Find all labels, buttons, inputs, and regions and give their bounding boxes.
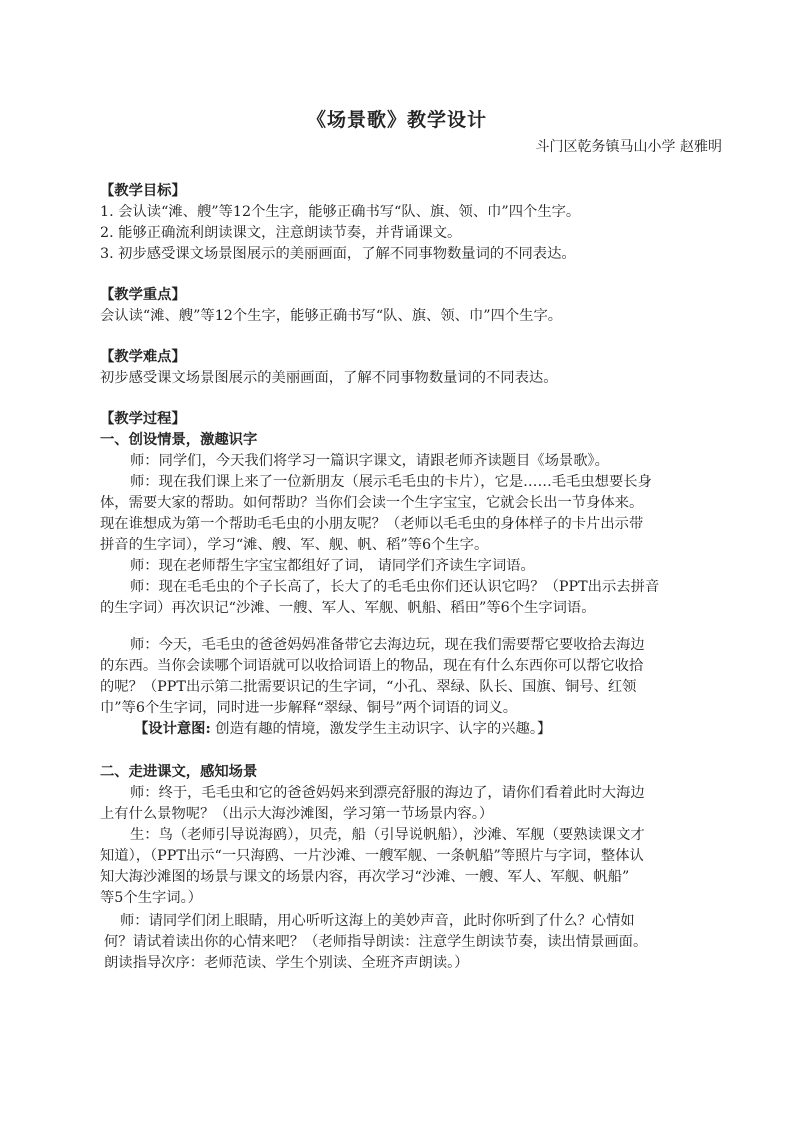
section2-line: 上有什么景物呢？（出示大海沙滩图，学习第一节场景内容。） <box>100 806 494 822</box>
design-intent-label: 【设计意图: <box>134 721 211 737</box>
section1-line: 师：同学们，今天我们将学习一篇识字课文，请跟老师齐读题目《场景歌》。 <box>130 453 609 469</box>
section2-line: 何？请试着读出你的心情来吧？（老师指导朗读：注意学生朗读节奏，读出情景画面。 <box>104 934 648 950</box>
section1-line: 师：现在老师帮生字宝宝都组好了词， 请同学们齐读生字词语。 <box>130 558 535 574</box>
difficulty-text: 初步感受课文场景图展示的美丽画面，了解不同事物数量词的不同表达。 <box>100 370 558 386</box>
goal-item: 2. 能够正确流利朗读课文，注意朗读节奏，并背诵课文。 <box>100 225 462 241</box>
goal-item: 3. 初步感受课文场景图展示的美丽画面，了解不同事物数量词的不同表达。 <box>100 246 576 262</box>
design-intent <box>134 718 754 740</box>
section1-line: 师：现在我们课上来了一位新朋友（展示毛毛虫的卡片），它是……毛毛虫想要长身 <box>130 474 652 490</box>
key-heading: 【教学重点】 <box>100 287 186 303</box>
author-line: 斗门区乾务镇马山小学 赵雅明 <box>535 139 722 155</box>
section1-line: 拼音的生字词），学习“滩、艘、军、舰、帆、稻”等6个生字。 <box>100 537 489 553</box>
goals-heading: 【教学目标】 <box>100 183 186 199</box>
key-text: 会认读“滩、艘”等12个生字，能够正确书写“队、旗、领、巾”四个生字。 <box>100 308 563 324</box>
section2-line: 知大海沙滩图的场景与课文的场景内容，再次学习“沙滩、一艘、军人、军舰、帆船” <box>100 869 630 885</box>
section2-line: 师：请同学们闭上眼睛，用心听听这海上的美妙声音，此时你听到了什么？心情如 <box>120 913 635 929</box>
section2-line: 生：鸟（老师引导说海鸥），贝壳，船（引导说帆船），沙滩、军舰（要熟读课文才 <box>130 827 645 843</box>
section1-line: 体，需要大家的帮助。如何帮助？当你们会读一个生字宝宝，它就会长出一节身体来。 <box>100 495 644 511</box>
design-intent-text: 创造有趣的情境，激发学生主动识字、认字的兴趣。】 <box>210 721 552 737</box>
section1-line: 师：现在毛毛虫的个子长高了，长大了的毛毛虫你们还认识它吗？（PPT出示去拼音 <box>130 579 660 595</box>
goal-item: 1. 会认读“滩、艘”等12个生字，能够正确书写“队、旗、领、巾”四个生字。 <box>100 204 581 220</box>
document-title: 《场景歌》教学设计 <box>306 109 487 131</box>
difficulty-heading: 【教学难点】 <box>100 349 186 365</box>
section1-line: 巾”等6个生字词，同时进一步解释“翠绿、铜号”两个词语的词义。 <box>100 700 518 716</box>
section2-line: 知道），（PPT出示“一只海鸥、一片沙滩、一艘军舰、一条帆船”等照片与字词，整体认 <box>100 848 644 864</box>
section1-heading: 一、创设情景，激趣识字 <box>100 432 258 448</box>
section2-line: 等5个生字词。） <box>100 890 203 906</box>
section2-line: 师：终于，毛毛虫和它的爸爸妈妈来到漂亮舒服的海边了，请你们看着此时大海边 <box>130 785 645 801</box>
section2-heading: 二、走进课文，感知场景 <box>100 764 258 780</box>
section1-line: 的东西。当你会读哪个词语就可以收拾词语上的物品，现在有什么东西你可以帮它收拾 <box>100 658 644 674</box>
section2-line: 朗读指导次序：老师范读、学生个别读、全班齐声朗读。） <box>104 955 469 971</box>
section1-line: 的呢？（PPT出示第二批需要识记的生字词，“小孔、翠绿、队长、国旗、铜号、红领 <box>100 679 637 695</box>
section1-line: 师：今天，毛毛虫的爸爸妈妈准备带它去海边玩，现在我们需要帮它要收拾去海边 <box>130 637 645 653</box>
section1-line: 现在谁想成为第一个帮助毛毛虫的小朋友呢？（老师以毛毛虫的身体样子的卡片出示带 <box>100 516 644 532</box>
process-heading: 【教学过程】 <box>100 411 186 427</box>
section1-line: 的生字词）再次识记“沙滩、一艘、军人、军舰、帆船、稻田”等6个生字词语。 <box>100 600 596 616</box>
